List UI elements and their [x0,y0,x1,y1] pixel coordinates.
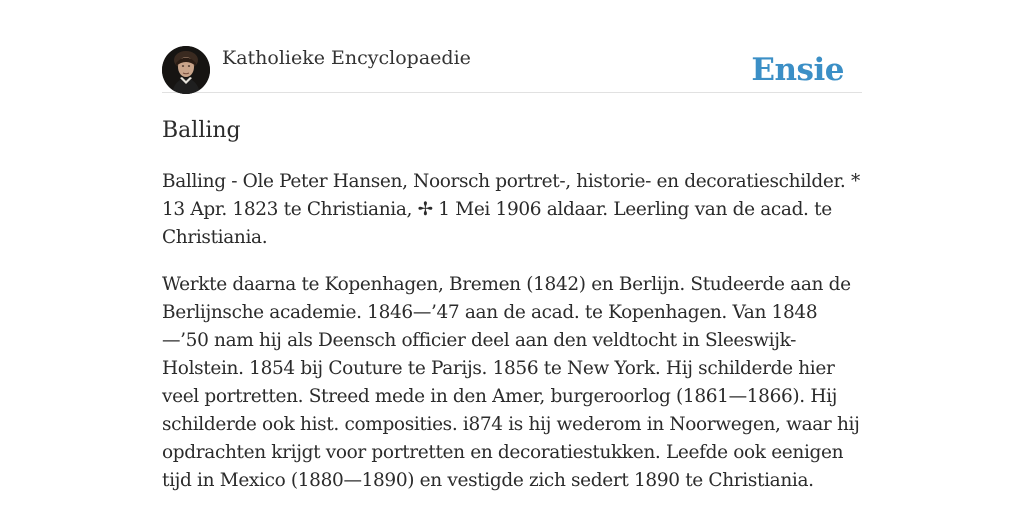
article-paragraph: Werkte daarna te Kopenhagen, Bremen (1842) en Berlijn. Studeerde aan de Berlijnsche academie. 1846—’47 aan de acad. te Kopenhagen. Van 1848—’50 nam hij als Deensch officier deel aan den veldtocht in Sleeswijk-Holstein. 1854 bij Couture te Parijs. 1856 te New York. Hij schilderde hier veel portretten. Streed mede in den Amer, burgeroorlog (1861—1866). Hij schilderde ook hist. composities. i874 is hij wederom in Noorwegen, waar hij opdrachten krijgt voor portretten en decoratiestukken. Leefde ook eenigen tijd in Mexico (1880—1890) en vestigde zich sedert 1890 te Christiania. [162,274,860,491]
page [162,0,862,512]
source-title[interactable]: Katholieke Encyclopaedie [222,47,471,69]
portrait-image [162,46,210,94]
header [162,0,862,93]
portrait-avatar-icon[interactable] [162,46,210,94]
article-paragraph: Balling - Ole Peter Hansen, Noorsch portret-, historie- en decoratieschilder. * 13 Apr. 1823 te Christiania, ✢ 1 Mei 1906 aldaar. Leerling van de acad. te Christiania. [162,171,860,248]
page-title: Balling [162,118,241,143]
brand-logo[interactable]: Ensie [751,52,844,88]
article-body [162,168,862,514]
